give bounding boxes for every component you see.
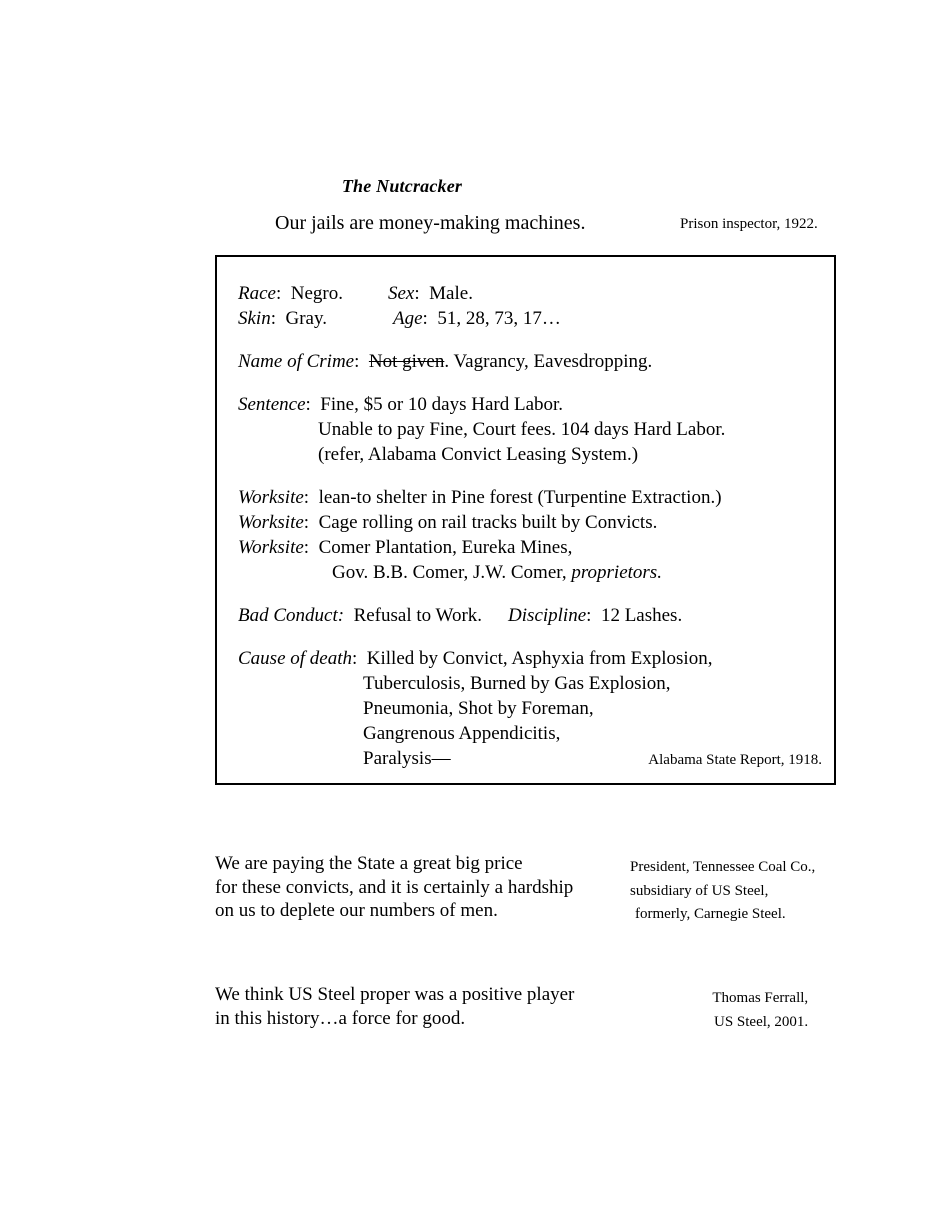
quote-2-text — [215, 983, 574, 1030]
crime-label: Name of Crime — [238, 351, 355, 372]
quote-2-line-1: We think US Steel proper was a positive player — [215, 984, 575, 1005]
quote-1-text — [215, 852, 573, 923]
quote-1-source — [630, 856, 815, 927]
record-row-sentence-cont-2 — [238, 442, 824, 467]
discipline-value: 12 Lashes. — [600, 605, 683, 626]
skin-value: Gray. — [285, 308, 327, 329]
page-title-text: The Nutcracker — [341, 176, 463, 196]
record-row-sentence-cont-1 — [238, 417, 824, 442]
age-value: 51, 28, 73, 17… — [437, 308, 561, 329]
worksite-proprietors-names: Gov. B.B. Comer, J.W. Comer, — [332, 562, 572, 583]
record-row-crime: Name of Crime: Not given. Vagrancy, Eavesdropping. — [238, 351, 653, 372]
record-row-worksite-1: Worksite: lean-to shelter in Pine forest (Turpentine Extraction.) — [238, 487, 722, 508]
sex-value: Male. — [429, 283, 473, 304]
quote-1-source-line-3: formerly, Carnegie Steel. — [635, 906, 786, 922]
quote-2-source — [708, 987, 808, 1034]
bad-conduct-label: Bad Conduct: — [238, 605, 345, 626]
record-row-sentence: Sentence: Fine, $5 or 10 days Hard Labor. — [238, 394, 564, 415]
crime-value-struck: Not given — [368, 351, 445, 372]
prisoner-record-box — [215, 255, 836, 785]
quote-1-source-line-1: President, Tennessee Coal Co., — [630, 859, 816, 875]
quote-1-line-3: on us to deplete our numbers of men. — [215, 900, 498, 921]
record-row-cause: Cause of death: Killed by Convict, Asphyxia from Explosion, — [238, 648, 713, 669]
worksite-label-1: Worksite — [238, 487, 304, 508]
record-row-race-sex: Race: Negro. Sex: Male. — [238, 283, 473, 304]
sex-label: Sex — [388, 283, 415, 304]
record-row-cause-cont-3 — [238, 721, 824, 746]
cause-line-5: Paralysis— — [363, 748, 451, 769]
epigraph-quote: Our jails are money-making machines. — [275, 212, 586, 234]
worksite-proprietors-term: proprietors. — [571, 562, 662, 583]
crime-value: . Vagrancy, Eavesdropping. — [444, 351, 653, 372]
quote-2-source-line-1: Thomas Ferrall, — [712, 990, 809, 1006]
sentence-label: Sentence — [238, 394, 306, 415]
epigraph-source: Prison inspector, 1922. — [680, 216, 818, 232]
sentence-line-1: Fine, $5 or 10 days Hard Labor. — [320, 394, 564, 415]
sentence-line-2: Unable to pay Fine, Court fees. 104 days Hard Labor. — [318, 419, 726, 440]
worksite-label-3: Worksite — [238, 537, 304, 558]
record-row-cause-cont-1 — [238, 671, 824, 696]
age-label: Age — [393, 308, 423, 329]
sentence-line-3: (refer, Alabama Convict Leasing System.) — [318, 444, 639, 465]
epigraph — [215, 212, 840, 240]
record-row-conduct-discipline: Bad Conduct: Refusal to Work. Discipline: 12 Lashes. — [238, 605, 683, 626]
cause-line-1: Killed by Convict, Asphyxia from Explosion, — [366, 648, 713, 669]
quote-1-line-1: We are paying the State a great big price — [215, 853, 523, 874]
bad-conduct-value: Refusal to Work. — [353, 605, 483, 626]
cause-of-death-label: Cause of death — [238, 648, 352, 669]
page-title — [0, 176, 940, 197]
prisoner-record-content — [238, 281, 824, 771]
cause-line-3: Pneumonia, Shot by Foreman, — [363, 698, 594, 719]
quote-1-source-line-2: subsidiary of US Steel, — [630, 882, 769, 899]
worksite-value-2: Cage rolling on rail tracks built by Convicts. — [318, 512, 658, 533]
worksite-label-2: Worksite — [238, 512, 304, 533]
discipline-label: Discipline — [508, 605, 587, 626]
worksite-value-3: Comer Plantation, Eureka Mines, — [318, 537, 573, 558]
race-label: Race — [238, 283, 276, 304]
quote-1-line-2: for these convicts, and it is certainly a hardship — [215, 876, 574, 898]
race-value: Negro. — [290, 283, 343, 304]
record-row-worksite-2: Worksite: Cage rolling on rail tracks built by Convicts. — [238, 512, 658, 533]
record-row-cause-cont-2 — [238, 696, 824, 721]
cause-line-4: Gangrenous Appendicitis, — [363, 723, 561, 744]
record-source-citation: Alabama State Report, 1918. — [648, 752, 822, 768]
record-row-worksite-3-cont — [238, 560, 824, 585]
record-row-skin-age: Skin: Gray. Age: 51, 28, 73, 17… — [238, 308, 561, 329]
quote-2-source-line-2: US Steel, 2001. — [714, 1013, 809, 1030]
cause-line-2: Tuberculosis, Burned by Gas Explosion, — [363, 673, 671, 694]
worksite-value-1: lean-to shelter in Pine forest (Turpentine Extraction.) — [318, 487, 722, 508]
skin-label: Skin — [238, 308, 271, 329]
quote-2-line-2: in this history…a force for good. — [215, 1007, 466, 1029]
record-row-worksite-3: Worksite: Comer Plantation, Eureka Mines, — [238, 537, 573, 558]
